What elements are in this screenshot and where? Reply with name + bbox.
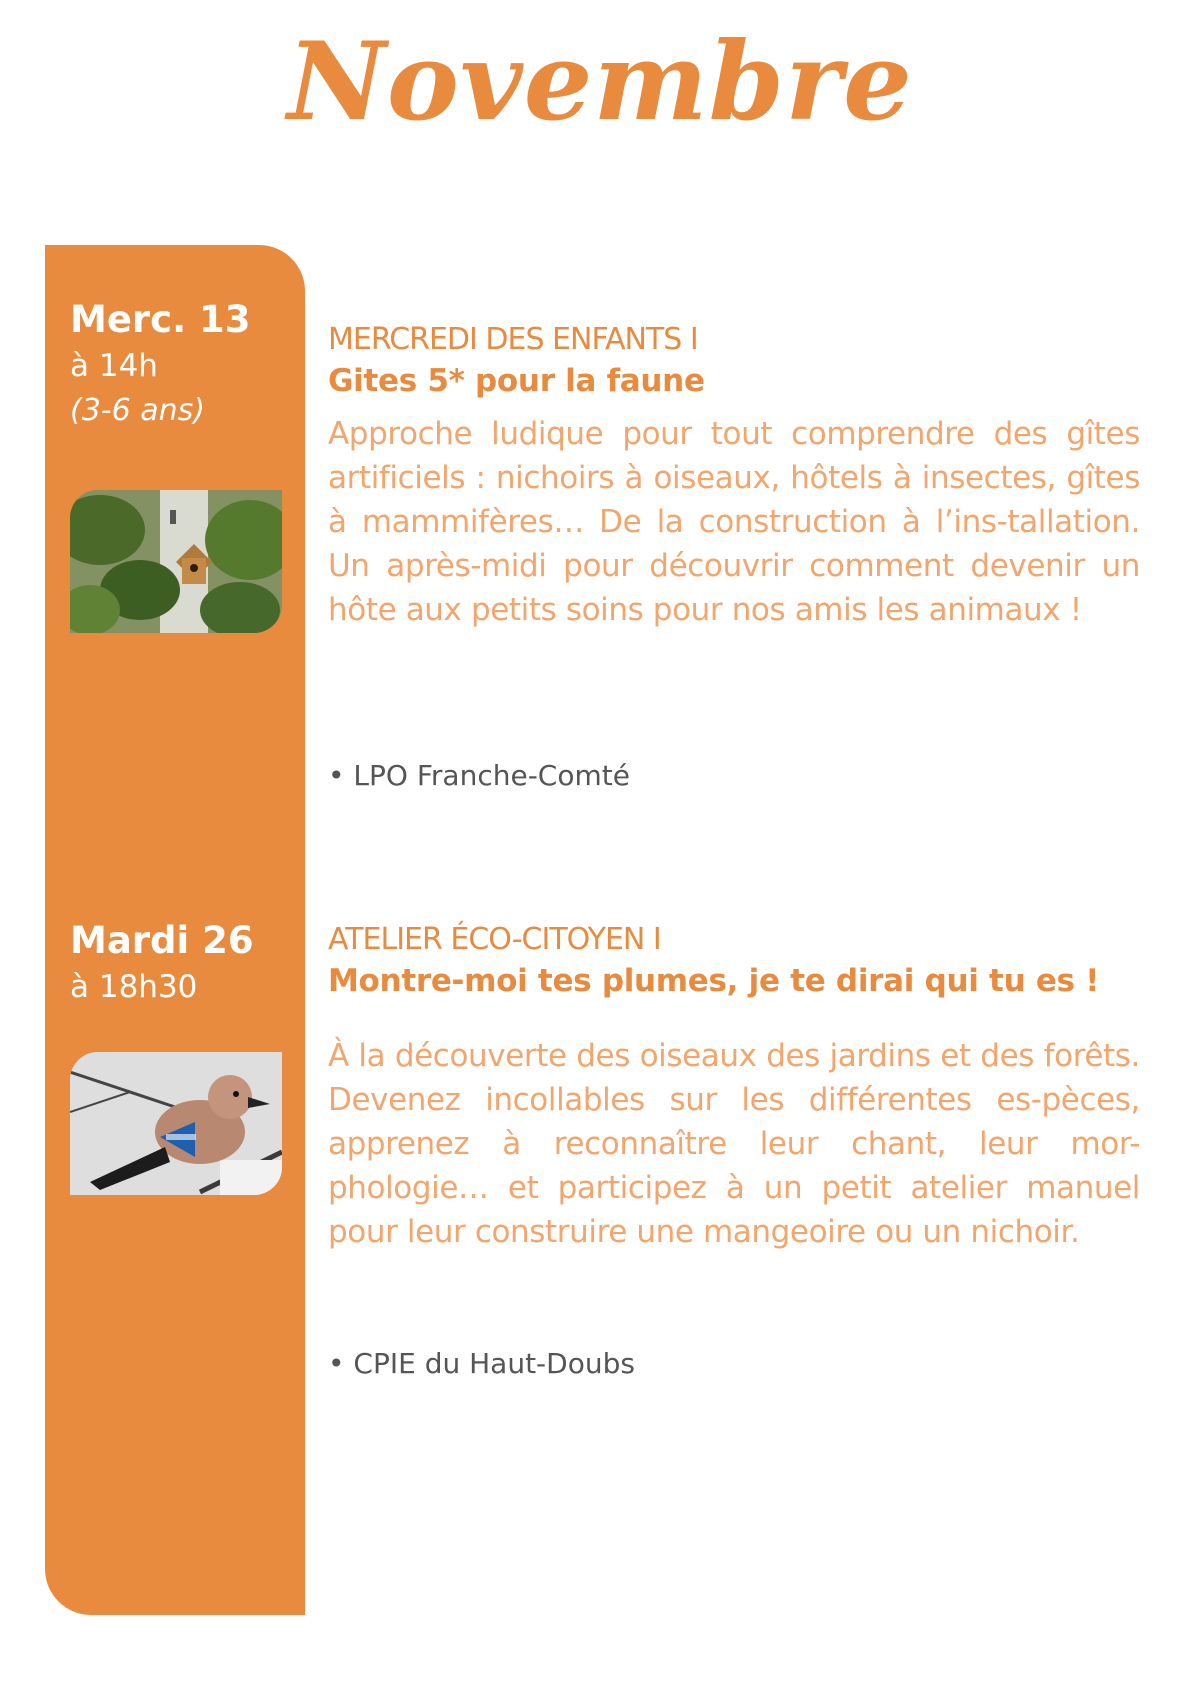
event-time: à 14h xyxy=(70,348,158,384)
jay-bird-photo xyxy=(70,1052,282,1195)
page-title: Novembre xyxy=(287,19,913,145)
event-title: Gites 5* pour la faune xyxy=(328,363,705,399)
event-time: à 18h30 xyxy=(70,969,198,1005)
event-age-range: (3-6 ans) xyxy=(70,393,205,428)
event-day: Merc. 13 xyxy=(70,298,251,341)
event-category: ATELIER ÉCO-CITOYEN I xyxy=(328,922,661,957)
event-description: Approche ludique pour tout comprendre des gîtes artificiels : nichoirs à oiseaux, hôtels à insectes, gîtes à mammifères… De la construction à l’ins-tallation. Un après-midi pour découvrir comment devenir un hôte aux petits soins pour nos amis les animaux ! xyxy=(328,416,1140,628)
event-1 xyxy=(328,320,1140,632)
birdhouse-in-tree-photo xyxy=(70,490,282,633)
event-description: À la découverte des oiseaux des jardins et des forêts. Devenez incollables sur les différentes es-pèces, apprenez à reconnaître leur chant, leur mor-phologie… et participez à un petit atelier manuel pour leur construire une mangeoire ou un nichoir. xyxy=(328,1038,1140,1250)
event-day: Mardi 26 xyxy=(70,919,254,962)
event-title: Montre-moi tes plumes, je te dirai qui tu es ! xyxy=(328,963,1100,999)
event-organizer: • CPIE du Haut-Doubs xyxy=(328,1347,635,1380)
event-date-2 xyxy=(70,918,254,1010)
event-organizer: • LPO Franche-Comté xyxy=(328,759,630,792)
event-category: MERCREDI DES ENFANTS I xyxy=(328,322,698,357)
event-date-1 xyxy=(70,297,251,433)
event-2 xyxy=(328,920,1140,1254)
